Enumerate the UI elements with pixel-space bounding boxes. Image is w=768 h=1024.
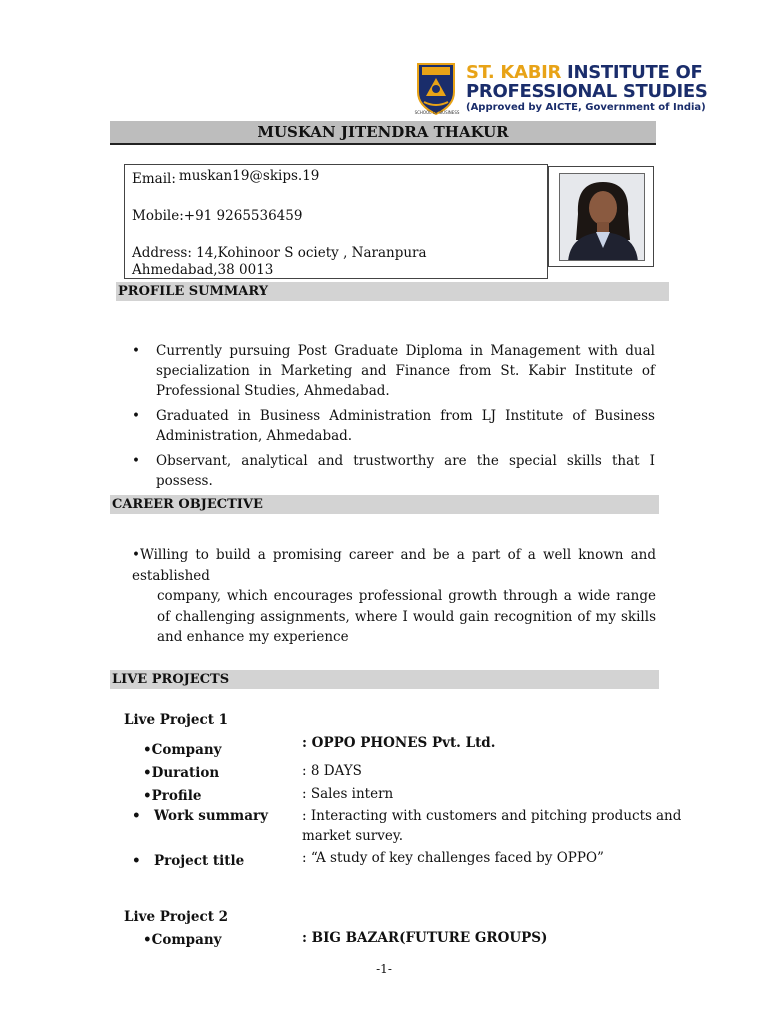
list-item <box>130 406 655 446</box>
project-2-company-label: •Company <box>143 932 222 948</box>
logo-shield-caption: SCHOOL OF BUSINESS <box>414 110 460 115</box>
live-projects-header: LIVE PROJECTS <box>110 670 659 689</box>
institute-logo <box>414 62 708 118</box>
bullet-icon: • <box>132 808 141 824</box>
photo-frame <box>548 166 654 267</box>
project-1-company-label: •Company <box>143 742 222 758</box>
list-item <box>130 451 655 491</box>
page-number: -1- <box>376 962 392 976</box>
contact-box <box>124 164 548 279</box>
career-objective-text <box>132 545 656 648</box>
project-1-company-value: : OPPO PHONES Pvt. Ltd. <box>302 735 496 751</box>
project-1-work-value-and: and <box>656 808 682 824</box>
mobile-line: Mobile:+91 9265536459 <box>132 208 303 224</box>
career-objective-header: CAREER OBJECTIVE <box>110 495 659 514</box>
list-item <box>130 341 655 401</box>
profile-photo <box>559 173 645 261</box>
email-value[interactable]: muskan19@skips.19 <box>178 168 320 184</box>
project-1-title: Live Project 1 <box>124 712 229 728</box>
project-1-title-value: : “A study of key challenges faced by OPPO” <box>302 850 604 866</box>
project-1-work-value-line1: : Interacting with customers and pitching products <box>302 808 652 824</box>
email-line <box>132 168 320 187</box>
logo-kabir-text: ST. KABIR <box>466 62 562 83</box>
objective-rest: company, which encourages professional growth through a wide range of challenging assignments, where I would gain recognition of my skills and enhance my experience <box>157 588 656 645</box>
email-label: Email: <box>132 171 176 187</box>
project-1-profile-label: •Profile <box>143 788 202 804</box>
logo-institute-text: INSTITUTE OF <box>567 62 703 83</box>
objective-first-line: •Willing to build a promising career and be a part of a well known and established <box>132 547 656 584</box>
profile-summary-list <box>130 341 655 496</box>
profile-summary-header-extension <box>414 282 669 301</box>
address-line-2: Ahmedabad,38 0013 <box>132 262 274 278</box>
bullet-icon: • <box>132 343 140 359</box>
list-item-text: Graduated in Business Administration from LJ Institute of Business Administration, Ahmedabad. <box>156 408 655 444</box>
bullet-icon: • <box>132 453 140 469</box>
person-photo-icon <box>560 174 645 261</box>
logo-approval-text: (Approved by AICTE, Government of India) <box>466 102 706 113</box>
project-2-title: Live Project 2 <box>124 909 229 925</box>
profile-summary-header: PROFILE SUMMARY <box>116 282 414 301</box>
project-1-work-value-line2: market survey. <box>302 828 404 844</box>
project-2-company-value: : BIG BAZAR(FUTURE GROUPS) <box>302 930 548 946</box>
address-line-1: Address: 14,Kohinoor S ociety , Naranpura <box>132 245 427 261</box>
list-item-text: Observant, analytical and trustworthy are the special skills that I possess. <box>156 453 655 489</box>
project-1-title-label: Project title <box>154 853 245 869</box>
project-1-profile-value: : Sales intern <box>302 786 394 802</box>
project-1-duration-value: : 8 DAYS <box>302 763 362 779</box>
project-1-duration-label: •Duration <box>143 765 220 781</box>
list-item-text: Currently pursuing Post Graduate Diploma in Management with dual specialization in Marketing and Finance from St. Kabir Institute of Professional Studies, Ahmedabad. <box>156 343 655 399</box>
bullet-icon: • <box>132 853 141 869</box>
bullet-icon: • <box>132 408 140 424</box>
logo-title-line1 <box>466 62 702 83</box>
project-1-work-label: Work summary <box>154 808 268 824</box>
candidate-name: MUSKAN JITENDRA THAKUR <box>110 121 656 145</box>
logo-title-line2: PROFESSIONAL STUDIES <box>466 81 708 102</box>
